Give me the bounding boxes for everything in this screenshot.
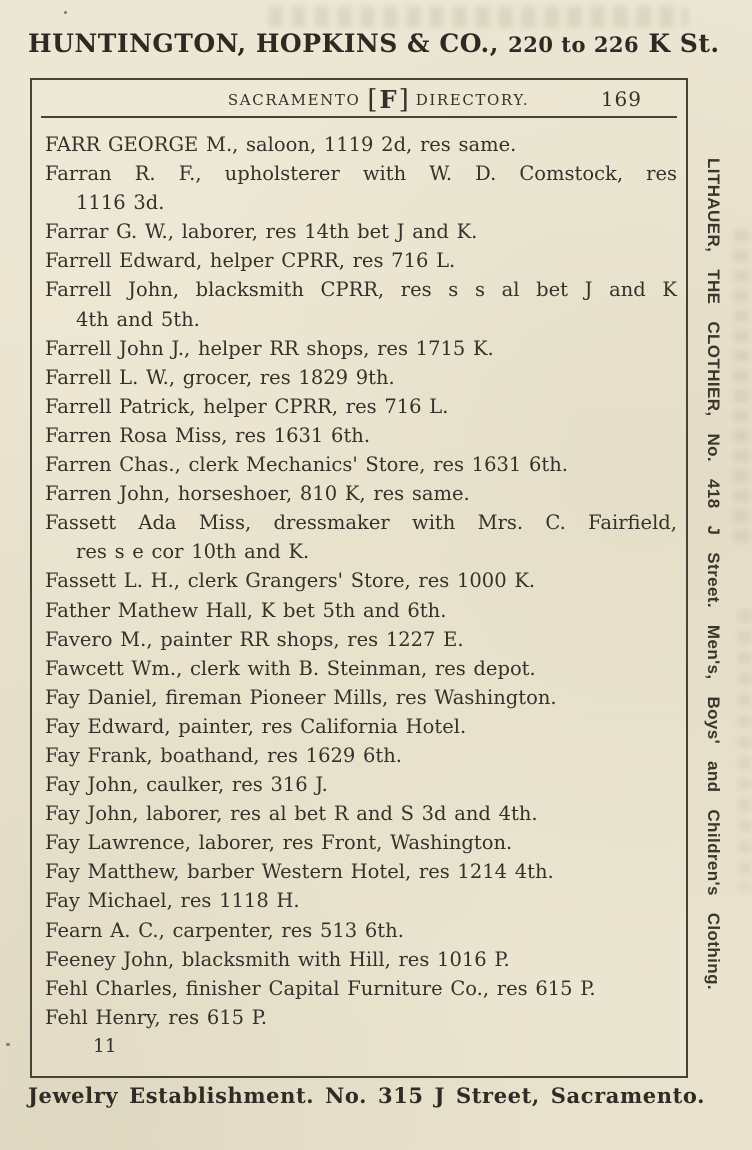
directory-entry: Fawcett Wm., clerk with B. Steinman, res depot. <box>45 656 536 680</box>
directory-entry: Fearn A. C., carpenter, res 513 6th. <box>45 918 404 942</box>
directory-entry: Fay John, caulker, res 316 J. <box>45 773 328 797</box>
directory-page-frame <box>30 78 688 1078</box>
bottom-ad-text: Jewelry Establishment. No. 315 J Street, Sacramento. <box>28 1083 706 1108</box>
directory-entry: Fassett L. H., clerk Grangers' Store, res 1000 K. <box>45 569 536 593</box>
directory-entry: Fehl Henry, res 615 P. <box>45 1005 268 1029</box>
directory-entry: Farren Rosa Miss, res 1631 6th. <box>45 423 371 447</box>
page-header-title <box>221 85 536 115</box>
directory-entry: Fay Michael, res 1118 H. <box>45 889 300 913</box>
directory-entry: Father Mathew Hall, K bet 5th and 6th. <box>45 598 447 622</box>
directory-entry: Fehl Charles, finisher Capital Furniture Co., res 615 P. <box>45 976 596 1000</box>
directory-entry: Feeney John, blacksmith with Hill, res 1016 P. <box>45 947 510 971</box>
directory-entry: Fay Lawrence, laborer, res Front, Washington. <box>45 831 513 855</box>
directory-entry: Fay John, laborer, res al bet R and S 3d and 4th. <box>45 802 538 826</box>
directory-entry: Farrell Edward, helper CPRR, res 716 L. <box>45 249 456 273</box>
directory-entry-continuation: 1116 3d. <box>76 191 165 215</box>
directory-entry: Farrell John, blacksmith CPRR, res s s al bet J and K <box>45 278 677 302</box>
directory-entry: Farrell John J., helper RR shops, res 1715 K. <box>45 336 494 360</box>
directory-entry-continuation: 4th and 5th. <box>76 307 200 331</box>
directory-entry: Fay Edward, painter, res California Hotel. <box>45 714 467 738</box>
directory-entry: Fay Frank, boathand, res 1629 6th. <box>45 743 402 767</box>
top-ad-address-range: 220 to 226 <box>508 32 640 57</box>
section-letter: F <box>379 85 397 114</box>
ink-speck <box>6 1043 10 1046</box>
directory-entry: Fay Daniel, fireman Pioneer Mills, res Washington. <box>45 685 557 709</box>
bleed-through-ghost <box>734 230 749 550</box>
bleed-through-ghost <box>738 610 751 890</box>
bleed-through-ghost <box>268 6 688 28</box>
side-advertisement-lithauer <box>700 158 726 990</box>
directory-entry: Favero M., painter RR shops, res 1227 E. <box>45 627 464 651</box>
top-ad-street: K St. <box>648 29 720 58</box>
bottom-advertisement-jewelry <box>28 1083 706 1108</box>
directory-entries-list <box>32 118 686 1032</box>
header-city: SACRAMENTO <box>227 91 361 109</box>
top-ad-company: HUNTINGTON, HOPKINS & CO., <box>28 29 499 58</box>
directory-entry: FARR GEORGE M., saloon, 1119 2d, res same. <box>45 133 517 156</box>
directory-entry-continuation: res s e cor 10th and K. <box>76 540 310 564</box>
directory-entry: Farrell Patrick, helper CPRR, res 716 L. <box>45 394 449 418</box>
page-number: 169 <box>600 87 642 111</box>
section-bracket-close: ] <box>398 85 409 115</box>
directory-entry: Farren John, horseshoer, 810 K, res same. <box>45 482 470 506</box>
ink-speck <box>64 11 67 14</box>
directory-entry: Farrell L. W., grocer, res 1829 9th. <box>45 365 395 389</box>
section-bracket-open: [ <box>367 85 378 115</box>
header-directory-word: DIRECTORY. <box>415 91 530 109</box>
directory-entry: Farrar G. W., laborer, res 14th bet J and K. <box>45 220 478 244</box>
directory-entry: Fay Matthew, barber Western Hotel, res 1214 4th. <box>45 860 554 884</box>
directory-entry: Farran R. F., upholsterer with W. D. Comstock, res <box>45 162 677 186</box>
side-ad-text: LITHAUER, THE CLOTHIER, No. 418 J Street. Men's, Boys' and Children's Clothing. <box>704 158 723 990</box>
directory-entry: Fassett Ada Miss, dressmaker with Mrs. C. Fairfield, <box>45 511 677 535</box>
page-header <box>32 80 686 116</box>
directory-entry: Farren Chas., clerk Mechanics' Store, res 1631 6th. <box>45 453 568 477</box>
printers-signature-mark: 11 <box>93 1035 117 1057</box>
top-advertisement <box>28 29 720 58</box>
